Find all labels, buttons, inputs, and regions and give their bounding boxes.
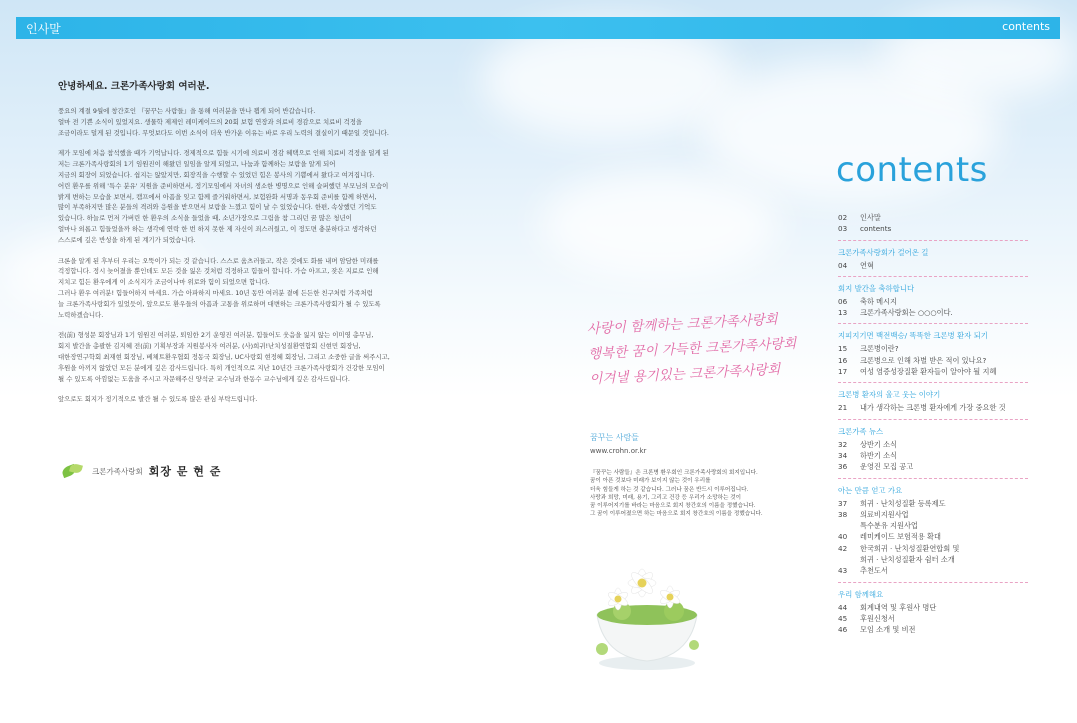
toc-item[interactable] — [838, 450, 1028, 461]
toc-section — [838, 478, 1028, 577]
toc-item[interactable] — [838, 212, 1028, 223]
toc-section — [838, 323, 1028, 377]
toc-item-title: 특수분유 지원사업 — [860, 521, 918, 531]
toc-item[interactable] — [838, 498, 1028, 509]
toc-page-number: 32 — [838, 439, 848, 449]
toc-item-title: 레미케이드 보험적용 확대 — [860, 532, 941, 542]
toc-item[interactable] — [838, 543, 1028, 554]
toc-item-title: 운영진 모집 공고 — [860, 462, 914, 472]
letter-paragraph: 풍요의 계절 9월에 창간호인 『꿈꾸는 사람들』을 통해 여러분을 만나 뵙게 되어 반갑습니다. 얼마 전 기쁜 소식이 있었지요. 생물학 제제인 레미케이드의 20회 보험 연장과 의료비 경감으로 치료비 걱정을 조금이라도 덜게 된 것입니다. 무엇보다도 이번 소식이 더욱 반가운 이유는 바로 우리 노력의 결실이기 때문일 것입니다. — [58, 107, 389, 137]
toc-page-number: 15 — [838, 344, 848, 354]
toc-item-title: 모임 소개 및 비전 — [860, 625, 916, 635]
toc-page-number: 42 — [838, 543, 848, 553]
toc-section — [838, 382, 1028, 413]
toc-item-title: 내가 생각하는 크론병 환자에게 가장 중요한 것 — [860, 403, 1006, 413]
toc-page-number: 04 — [838, 260, 848, 270]
greeting-letter — [58, 78, 478, 415]
toc-page-number: 40 — [838, 532, 848, 542]
toc-item-title: 연혁 — [860, 260, 874, 270]
toc-section — [838, 212, 1028, 235]
toc-page-number: 21 — [838, 403, 848, 413]
toc-item[interactable] — [838, 531, 1028, 542]
letter-greeting: 안녕하세요. 크론가족사랑회 여러분. — [58, 81, 210, 92]
header-contents-label: contents — [1002, 20, 1050, 33]
toc-item[interactable] — [838, 307, 1028, 318]
letter-paragraph: 제가 모임에 처음 참석했을 때가 기억납니다. 경제적으로 힘들 시기에 의료비 경감 혜택으로 인해 치료비 걱정을 덜게 된 저는 크론가족사랑회의 1기 임원진이 해왔던 일임을 알게 되었고, 나눔과 함께하는 보람을 알게 되어 지금의 회장이 되었습니다. 쉽지는 않았지만, 회장직을 수행할 수 있었던 힘은 봉사의 기쁨에서 왔다고 여겨집니다. 어린 환우를 위해 '특수 분유' 지원을 준비하면서, 정기모임에서 자녀의 생소한 병명으로 인해 슬퍼했던 부모님의 모습이 밝게 변하는 모습을 보면서, 캠프에서 아픔을 잊고 함께 즐거워하면서, 보험완화 서명과 동우회 준비를 함께 하면서, 많이 부족하지만 많은 분들의 격려와 응원을 받으면서 보람을 느꼈고 힘이 날 수 있었습니다. 한편, 속상했던 기억도 있습니다. 하늘로 먼저 가버린 한 환우의 소식을 들었을 때, 소년가장으로 그림을 참 그리던 꿈 많은 청년이 얼마나 외롭고 힘들었을까 하는 생각에 연락 한 번 하지 못한 제 자신이 죄스러웠고, 이 정도면 충분하다고 생각하던 스스로에 깊은 반성을 하게 된 계기가 되었습니다. — [58, 149, 389, 244]
toc-page-number: 34 — [838, 450, 848, 460]
toc-page-number: 36 — [838, 462, 848, 472]
toc-item[interactable] — [838, 602, 1028, 613]
toc-item[interactable] — [838, 509, 1028, 520]
toc-item-title: 여성 염증성장질환 환자들이 알아야 될 지혜 — [860, 367, 997, 377]
signature-organization: 크론가족사랑회 — [92, 466, 143, 476]
toc-item[interactable] — [838, 296, 1028, 307]
slogan-line: 이겨낼 용기있는 크론가족사랑회 — [589, 361, 781, 388]
toc-item-title: 희귀 · 난치성질환 등록제도 — [860, 498, 946, 508]
dreamers-title: 꿈꾸는 사람들 — [590, 433, 639, 442]
toc-page-number — [838, 520, 860, 531]
slogan-line: 행복한 꿈이 가득한 크론가족사랑회 — [587, 335, 797, 363]
toc-section-heading: 회지 발간을 축하합니다 — [838, 283, 915, 293]
toc-item-title: 크론병이란? — [860, 344, 899, 354]
toc-page-number — [838, 554, 860, 565]
header-section-label: 인사말 — [26, 22, 61, 36]
toc-section-heading: 아는 만큼 얻고 가요 — [838, 485, 903, 495]
letter-paragraph: 앞으로도 회지가 정기적으로 발간 될 수 있도록 많은 관심 부탁드립니다. — [58, 395, 258, 404]
toc-item-title: 인사말 — [860, 213, 881, 222]
toc-section-heading: 지피지기면 백전백승/ 똑똑한 크론병 환자 되기 — [838, 331, 988, 341]
toc-page-number: 45 — [838, 613, 848, 623]
letter-paragraph: 전(前) 형성문 회장님과 1기 임원진 여러분, 퇴임한 2기 운영진 여러분, 힘들어도 웃음을 잃지 않는 이미영 총무님, 회지 발간을 총괄한 김지혜 전(前) 기획부장과 지원봉사자 여러분, (사)희귀!난치성질환연합회 신현민 회장님, 대한장연구학회 최재현 회장님, 베체트환우협회 정동국 회장님, UC사랑회 현정혜 회장님, 그리고 소중한 글을 써주시고, 후원을 아끼지 않았던 모든 분에게 깊은 감사드립니다. 특히 개인적으로 지난 10년간 크론가족사랑회가 건강한 모임이 될 수 있도록 아낌없는 도움을 주시고 자문해주신 양석균 교수님과 한동수 교수님에게 깊은 감사드립니다. — [58, 331, 390, 383]
flower-bowl-image — [582, 545, 712, 675]
toc-section — [838, 276, 1028, 319]
toc-page-number: 03 — [838, 224, 848, 234]
toc-item[interactable] — [838, 613, 1028, 624]
toc-item-title: contents — [860, 224, 892, 234]
toc-item-title: 상반기 소식 — [860, 439, 898, 449]
header-bar — [16, 17, 1060, 39]
toc-item[interactable] — [838, 366, 1028, 377]
toc-item[interactable] — [838, 402, 1028, 413]
toc-item[interactable] — [838, 461, 1028, 472]
toc-page-number: 06 — [838, 296, 848, 306]
toc-item[interactable] — [838, 439, 1028, 450]
toc-item[interactable] — [838, 554, 1028, 565]
dreamers-url[interactable]: www.crohn.or.kr — [590, 447, 647, 455]
toc-section — [838, 582, 1028, 636]
leaf-logo-icon — [60, 462, 86, 480]
dreamers-description: 『꿈꾸는 사람들』은 크론병 환우회인 크론가족사랑회의 회지입니다. 꿈이 아픈 것보다 미래가 보이지 않는 것이 우리를 더욱 힘들게 하는 것 같습니다. 그러나 꿈은 반드시 이루어집니다. 사랑과 희망, 미래, 용기, 그리고 건강 등 우리가 소망하는 것이 꿈 이루어지기를 바라는 마음으로 회지 창간호의 이름을 정했습니다. 그 꿈이 이루어졌으면 하는 마음으로 회지 창간호의 이름을 정했습니다. — [590, 470, 763, 518]
toc-item[interactable] — [838, 520, 1028, 531]
toc-item[interactable] — [838, 624, 1028, 635]
toc-page-number: 16 — [838, 355, 848, 365]
toc-page-number: 43 — [838, 566, 848, 576]
letter-paragraph: 크론을 알게 된 후부터 우리는 오뚝이가 되는 것 같습니다. 스스로 움츠러들고, 작은 것에도 화를 내며 암담한 미래를 걱정합니다. 정시 늦어졌을 뿐인데도 모든 것을 잃은 것처럼 걱정하고 힘들어 합니다. 가슴 아프고, 잦은 지료로 인해 지치고 힘든 환우에게 이 소식지가 조금이나마 위로와 힘이 되었으면 합니다. 그러나 환우 여러분! 힘들어하지 마세요. 가슴 아파하지 마세요. 10년 동안 여러분 곁에 든든한 친구처럼 가족처럼 늘 크론가족사랑회가 있었듯이, 앞으로도 환우들의 아픔과 고통을 위로하며 대변하는 크론가족사랑회가 될 수 있도록 노력하겠습니다. — [58, 256, 381, 319]
toc-page-number: 17 — [838, 367, 848, 377]
toc-item[interactable] — [838, 260, 1028, 271]
toc-section-heading: 크론가족 뉴스 — [838, 426, 884, 436]
toc-item[interactable] — [838, 223, 1028, 234]
signature — [60, 462, 221, 480]
contents-title: contents — [836, 150, 988, 190]
toc-page-number: 38 — [838, 509, 848, 519]
toc-item-title: 하반기 소식 — [860, 450, 898, 460]
toc-section-heading: 크론가족사랑회가 걸어온 길 — [838, 247, 929, 257]
toc-item-title: 크론병으로 인해 차별 받은 적이 있나요? — [860, 355, 987, 365]
toc-item-title: 회계내역 및 후원사 명단 — [860, 602, 937, 612]
toc-section — [838, 419, 1028, 473]
toc-item-title: 축하 메시지 — [860, 296, 898, 306]
table-of-contents — [838, 212, 1028, 636]
toc-section-heading: 크론병 환자의 울고 웃는 이야기 — [838, 390, 941, 400]
dreamers-intro — [590, 432, 795, 519]
toc-item-title: 크론가족사랑회는 ○○○이다. — [860, 308, 953, 318]
toc-item-title: 희귀 · 난치성질환자 쉼터 소개 — [860, 555, 955, 565]
slogan-line: 사랑이 함께하는 크론가족사랑회 — [586, 311, 779, 338]
toc-section — [838, 240, 1028, 271]
toc-item-title: 추천도서 — [860, 566, 888, 576]
toc-item[interactable] — [838, 565, 1028, 576]
toc-item-title: 한국희귀 · 난치성질환연합회 및 — [860, 543, 960, 553]
toc-page-number: 37 — [838, 498, 848, 508]
toc-page-number: 44 — [838, 602, 848, 612]
toc-item[interactable] — [838, 343, 1028, 354]
calligraphy-slogans — [586, 307, 798, 393]
toc-page-number: 02 — [838, 213, 848, 222]
toc-section-heading: 우리 함께해요 — [838, 589, 884, 599]
toc-item-title: 의료비지원사업 — [860, 509, 909, 519]
toc-page-number: 46 — [838, 625, 848, 635]
signature-name: 회장 문 현 준 — [148, 465, 222, 478]
toc-item-title: 후원신청서 — [860, 613, 895, 623]
cloud-decoration — [540, 170, 780, 280]
toc-page-number: 13 — [838, 308, 848, 318]
toc-item[interactable] — [838, 355, 1028, 366]
